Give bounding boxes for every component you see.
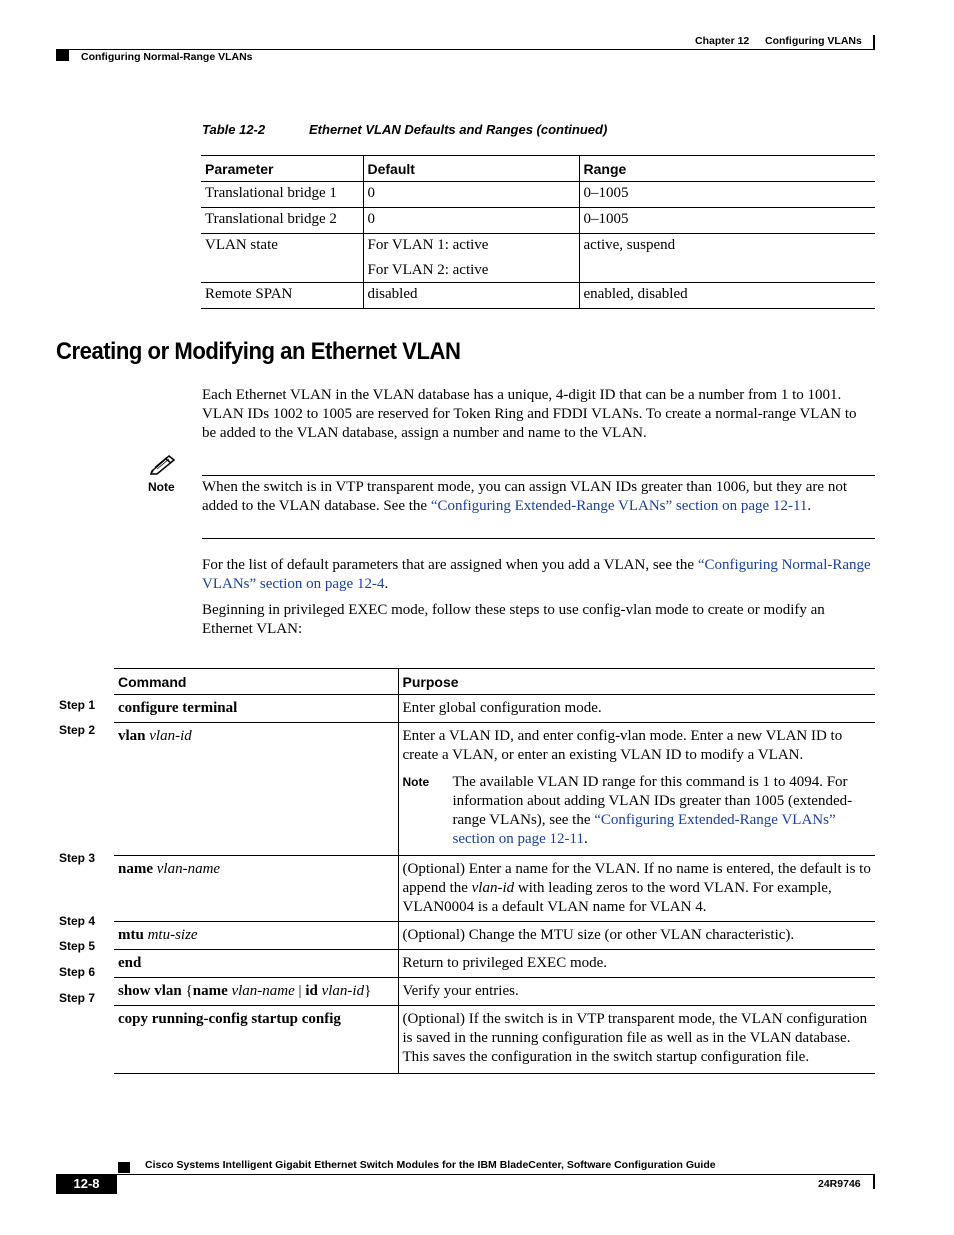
purpose-cell <box>398 856 875 922</box>
header-range: Range <box>579 156 875 182</box>
purpose-cell: (Optional) Change the MTU size (or other VLAN characteristic). <box>398 922 875 950</box>
cell-parameter: VLAN state <box>201 234 363 283</box>
table-caption-number: Table 12-2 <box>202 122 266 137</box>
header-parameter: Parameter <box>201 156 363 182</box>
steps-table <box>114 668 875 1074</box>
table-header-row <box>201 156 875 182</box>
cell-default: 0 <box>363 208 579 234</box>
steps-intro: Beginning in privileged EXEC mode, follow these steps to use config-vlan mode to create or modify an Ethernet VLAN: <box>202 602 825 637</box>
command-keyword: id <box>305 983 318 999</box>
defaults-paragraph <box>202 556 874 594</box>
command-keyword: show vlan <box>118 983 182 999</box>
table-row <box>201 208 875 234</box>
step-label: Step 1 <box>59 698 96 712</box>
command-cell <box>114 922 398 950</box>
chapter-number: Chapter 12 <box>695 35 750 47</box>
command-argument: mtu-size <box>147 927 198 943</box>
inline-note-text <box>453 773 872 849</box>
defaults-end: . <box>384 576 389 592</box>
note-top-rule <box>202 475 875 476</box>
command-cell <box>114 856 398 922</box>
command-keyword: configure terminal <box>118 700 238 716</box>
purpose-cell <box>398 723 875 856</box>
header-default: Default <box>363 156 579 182</box>
table-row <box>114 695 875 723</box>
intro-paragraph: Each Ethernet VLAN in the VLAN database has a unique, 4-digit ID that can be a number from 1 to 1001. VLAN IDs 1002 to 1005 are reserved for Token Ring and FDDI VLANs. To create a normal-range VLAN to be added to the VLAN database, assign a number and name to the VLAN. <box>202 387 857 441</box>
note-end: . <box>807 498 812 514</box>
step-label: Step 7 <box>59 991 96 1005</box>
purpose-cell: Enter global configuration mode. <box>398 695 875 723</box>
header-purpose: Purpose <box>398 669 875 695</box>
command-argument: vlan-name <box>156 861 221 877</box>
table-row <box>114 723 875 856</box>
command-cell <box>114 723 398 856</box>
step-label: Step 6 <box>59 965 96 979</box>
footer-marker <box>118 1162 130 1173</box>
purpose-text: Enter a VLAN ID, and enter config-vlan mode. Enter a new VLAN ID to create a VLAN, or enter an existing VLAN ID to modify a VLAN. <box>402 728 843 763</box>
footer-rule <box>56 1174 875 1175</box>
command-punct: | <box>294 983 306 999</box>
table-row <box>114 922 875 950</box>
note-link[interactable]: “Configuring Extended-Range VLANs” section on page 12-11 <box>430 498 808 514</box>
command-cell <box>114 950 398 978</box>
command-keyword: end <box>118 955 142 971</box>
command-punct: { <box>181 983 193 999</box>
note-body: When the switch is in VTP transparent mode, you can assign VLAN IDs greater than 1006, but they are not added to the VLAN database. See the <box>202 479 847 514</box>
cell-default: 0 <box>363 182 579 208</box>
chapter-title: Configuring VLANs <box>765 35 862 47</box>
table-row <box>201 234 875 283</box>
cell-range: 0–1005 <box>579 208 875 234</box>
header-command: Command <box>114 669 398 695</box>
step-label: Step 5 <box>59 939 96 953</box>
purpose-argument: vlan-id <box>471 880 515 896</box>
inline-note-link[interactable]: “Configuring Extended-Range VLANs” section on page 12-11 <box>452 812 836 847</box>
command-cell <box>114 978 398 1006</box>
cell-range: 0–1005 <box>579 182 875 208</box>
command-keyword: copy running-config startup config <box>118 1011 341 1027</box>
table-row <box>201 283 875 309</box>
footer-title: Cisco Systems Intelligent Gigabit Ethernet Switch Modules for the IBM BladeCenter, Software Configuration Guide <box>145 1159 716 1171</box>
step-label: Step 4 <box>59 914 96 928</box>
step-label: Step 2 <box>59 723 96 737</box>
footer-bar <box>873 1175 875 1189</box>
command-keyword: name <box>118 861 153 877</box>
table-row <box>114 856 875 922</box>
table-row <box>114 1006 875 1074</box>
command-punct: } <box>364 983 372 999</box>
cell-default <box>363 234 579 283</box>
note-label: Note <box>148 480 175 494</box>
command-keyword: mtu <box>118 927 144 943</box>
purpose-text: (Optional) Enter a name for the VLAN. If no name is entered, the default is to append the <box>402 861 871 896</box>
command-argument: vlan-id <box>317 983 365 999</box>
table-header-row <box>114 669 875 695</box>
header-marker <box>56 50 69 61</box>
cell-parameter: Remote SPAN <box>201 283 363 309</box>
header-bar <box>873 35 875 49</box>
section-header: Configuring Normal-Range VLANs <box>81 51 253 63</box>
note-text <box>202 478 874 516</box>
note-bottom-rule <box>202 538 875 539</box>
cell-range: enabled, disabled <box>579 283 875 309</box>
default-line-2: For VLAN 2: active <box>367 262 489 278</box>
inline-note-label: Note <box>402 775 430 789</box>
command-keyword: vlan <box>118 728 146 744</box>
command-keyword: name <box>192 983 228 999</box>
doc-id: 24R9746 <box>818 1178 861 1190</box>
command-argument: vlan-id <box>149 728 192 744</box>
table-row <box>114 978 875 1006</box>
command-cell <box>114 695 398 723</box>
cell-range: active, suspend <box>579 234 875 283</box>
defaults-link[interactable]: “Configuring Normal-Range VLANs” section on page 12-4 <box>202 557 871 592</box>
table-row <box>201 182 875 208</box>
cell-parameter: Translational bridge 2 <box>201 208 363 234</box>
page-number: 12-8 <box>56 1174 117 1194</box>
purpose-cell: Return to privileged EXEC mode. <box>398 950 875 978</box>
purpose-cell: (Optional) If the switch is in VTP transparent mode, the VLAN configuration is saved in the running configuration file as well as in the VLAN database. This saves the configuration in the switch startup configuration file. <box>398 1006 875 1074</box>
table-caption-title: Ethernet VLAN Defaults and Ranges (continued) <box>309 122 608 137</box>
section-title: Creating or Modifying an Ethernet VLAN <box>56 338 461 365</box>
purpose-text: with leading zeros to the word VLAN. For example, VLAN0004 is a default VLAN name for VLAN 4. <box>402 880 832 915</box>
step-label: Step 3 <box>59 851 96 865</box>
purpose-cell: Verify your entries. <box>398 978 875 1006</box>
header-rule <box>56 49 875 50</box>
cell-default: disabled <box>363 283 579 309</box>
defaults-text: For the list of default parameters that are assigned when you add a VLAN, see the <box>202 557 698 573</box>
table-row <box>114 950 875 978</box>
command-cell <box>114 1006 398 1074</box>
pencil-icon <box>149 453 177 480</box>
defaults-table <box>201 155 875 309</box>
command-argument: vlan-name <box>227 983 295 999</box>
inline-note <box>403 773 872 849</box>
default-line-1: For VLAN 1: active <box>367 237 489 253</box>
cell-parameter: Translational bridge 1 <box>201 182 363 208</box>
inline-note-body: The available VLAN ID range for this command is 1 to 4094. For information about adding VLAN IDs greater than 1005 (extended-range VLANs), see the <box>452 774 853 828</box>
inline-note-end: . <box>584 831 588 847</box>
